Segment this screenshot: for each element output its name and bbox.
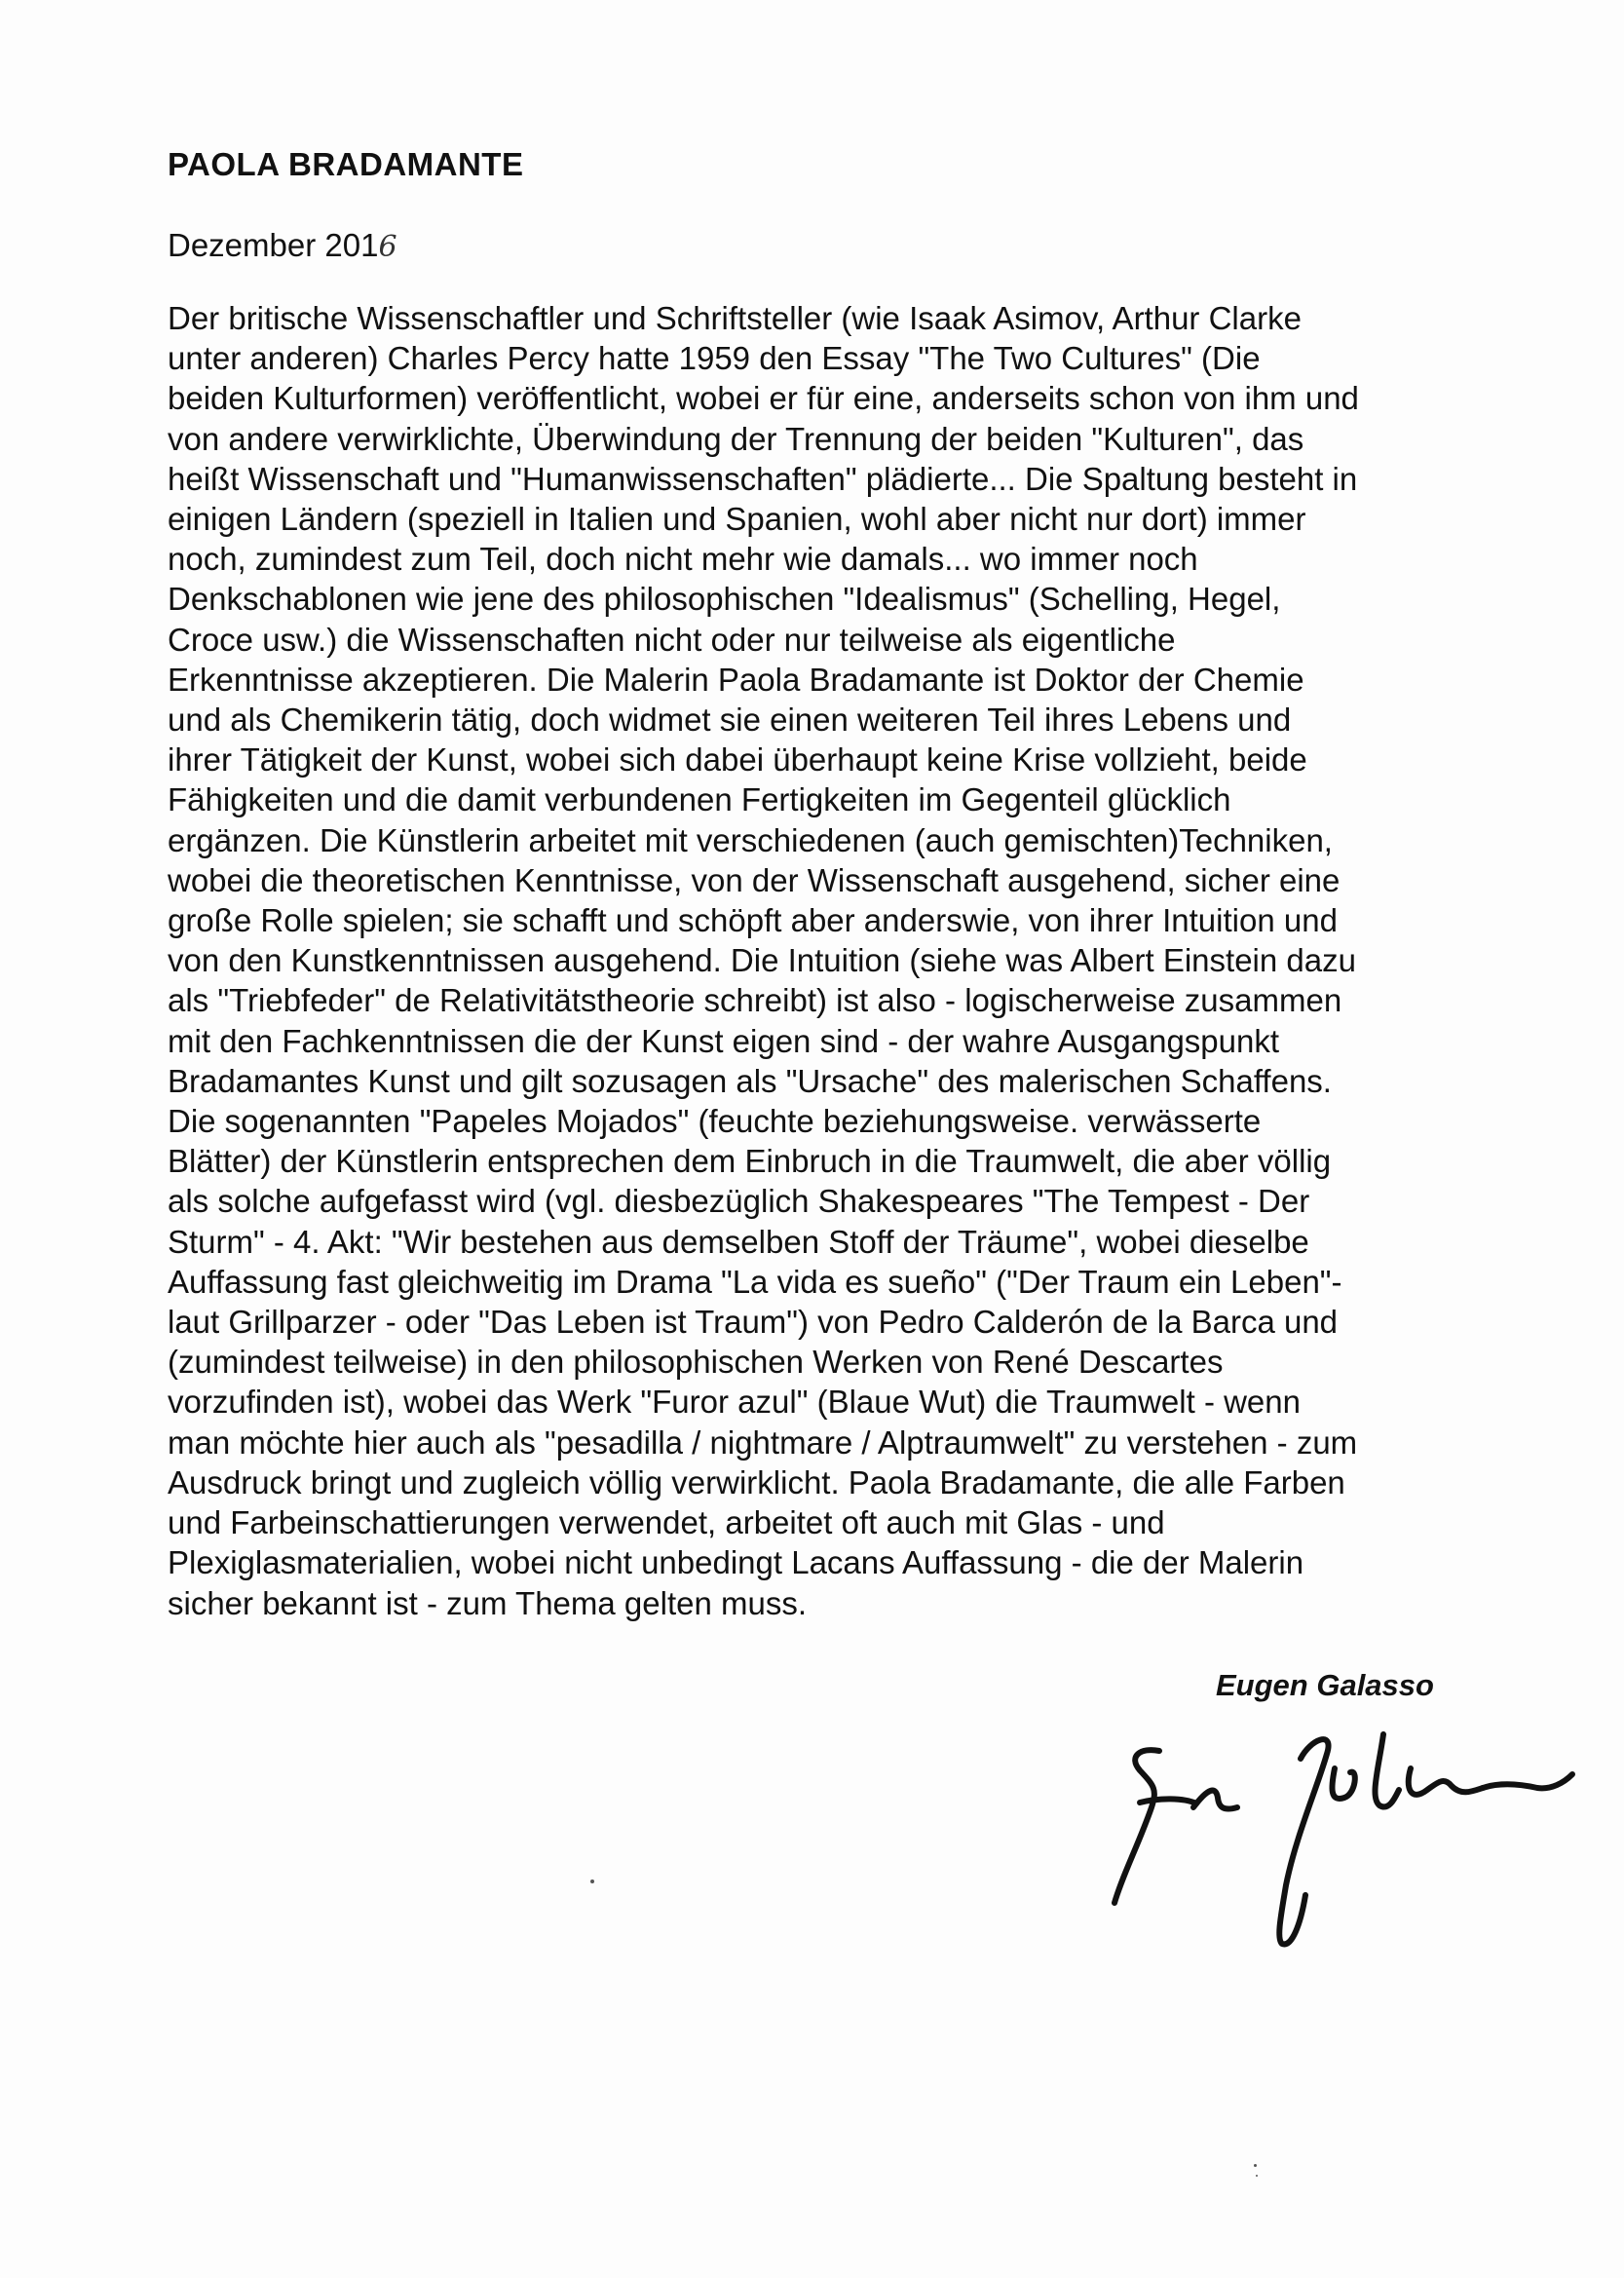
date-printed: Dezember 201 xyxy=(168,227,379,263)
body-line: als solche aufgefasst wird (vgl. diesbezüglich Shakespeares "The Tempest - Der xyxy=(168,1183,1310,1220)
body-line: Erkenntnisse akzeptieren. Die Malerin Paola Bradamante ist Doktor der Chemie xyxy=(168,661,1304,698)
body-line: man möchte hier auch als "pesadilla / nightmare / Alptraumwelt" zu verstehen - zum xyxy=(168,1424,1358,1461)
body-line: heißt Wissenschaft und "Humanwissenschaften" plädierte... Die Spaltung besteht in xyxy=(168,460,1358,497)
body-line: beiden Kulturformen) veröffentlicht, wobei er für eine, anderseits schon von ihm und xyxy=(168,380,1359,417)
body-line: und Farbeinschattierungen verwendet, arbeitet oft auch mit Glas - und xyxy=(168,1504,1165,1541)
paper-speck xyxy=(1256,2175,1258,2177)
body-line: ergänzen. Die Künstlerin arbeitet mit verschiedenen (auch gemischten)Techniken, xyxy=(168,821,1333,858)
body-line: große Rolle spielen; sie schafft und schöpft aber anderswie, von ihrer Intuition und xyxy=(168,902,1338,939)
body-line: Auffassung fast gleichweitig im Drama "La vida es sueño" ("Der Traum ein Leben"- xyxy=(168,1263,1342,1300)
body-line: sicher bekannt ist - zum Thema gelten muss. xyxy=(168,1584,808,1621)
body-line: (zumindest teilweise) in den philosophischen Werken von René Descartes xyxy=(168,1344,1224,1381)
body-line: Plexiglasmaterialien, wobei nicht unbedingt Lacans Auffassung - die der Malerin xyxy=(168,1544,1304,1581)
date-handwritten-digit: 6 xyxy=(378,230,397,264)
body-line: Fähigkeiten und die damit verbundenen Fertigkeiten im Gegenteil glücklich xyxy=(168,781,1231,818)
document-heading: PAOLA BRADAMANTE xyxy=(168,146,524,182)
body-line: unter anderen) Charles Percy hatte 1959 den Essay "The Two Cultures" (Die xyxy=(168,340,1261,377)
author-name: Eugen Galasso xyxy=(1216,1668,1434,1702)
body-line: laut Grillparzer - oder "Das Leben ist Traum") von Pedro Calderón de la Barca und xyxy=(168,1304,1339,1341)
body-line: Denkschablonen wie jene des philosophischen "Idealismus" (Schelling, Hegel, xyxy=(168,581,1281,618)
body-line: Der britische Wissenschaftler und Schriftsteller (wie Isaak Asimov, Arthur Clarke xyxy=(168,300,1302,336)
body-line: wobei die theoretischen Kenntnisse, von der Wissenschaft ausgehend, sicher eine xyxy=(168,861,1341,898)
body-line: noch, zumindest zum Teil, doch nicht mehr wie damals... wo immer noch xyxy=(168,541,1198,578)
body-line: Ausdruck bringt und zugleich völlig verwirklicht. Paola Bradamante, die alle Farben xyxy=(168,1463,1345,1500)
handwritten-signature-icon xyxy=(1101,1729,1588,1954)
body-paragraph xyxy=(168,298,1492,1623)
body-line: Blätter) der Künstlerin entsprechen dem Einbruch in die Traumwelt, die aber völlig xyxy=(168,1143,1332,1180)
body-line: Sturm" - 4. Akt: "Wir bestehen aus demselben Stoff der Träume", wobei dieselbe xyxy=(168,1223,1309,1260)
body-line: Bradamantes Kunst und gilt sozusagen als "Ursache" des malerischen Schaffens. xyxy=(168,1062,1332,1099)
body-line: ihrer Tätigkeit der Kunst, wobei sich dabei überhaupt keine Krise vollzieht, beide xyxy=(168,741,1307,778)
paper-speck xyxy=(1254,2164,1257,2167)
body-line: mit den Fachkenntnissen die der Kunst eigen sind - der wahre Ausgangspunkt xyxy=(168,1022,1280,1059)
body-line: Die sogenannten "Papeles Mojados" (feuchte beziehungsweise. verwässerte xyxy=(168,1103,1262,1140)
body-line: einigen Ländern (speziell in Italien und Spanien, wohl aber nicht nur dort) immer xyxy=(168,501,1306,538)
body-line: vorzufinden ist), wobei das Werk "Furor azul" (Blaue Wut) die Traumwelt - wenn xyxy=(168,1384,1301,1421)
body-line: von den Kunstkenntnissen ausgehend. Die Intuition (siehe was Albert Einstein dazu xyxy=(168,942,1356,979)
paper-speck xyxy=(590,1879,594,1883)
body-line: als "Triebfeder" de Relativitätstheorie schreibt) ist also - logischerweise zusammen xyxy=(168,982,1342,1019)
document-date xyxy=(168,227,397,264)
body-line: von andere verwirklichte, Überwindung der Trennung der beiden "Kulturen", das xyxy=(168,420,1304,457)
body-line: Croce usw.) die Wissenschaften nicht oder nur teilweise als eigentliche xyxy=(168,621,1176,658)
body-line: und als Chemikerin tätig, doch widmet sie einen weiteren Teil ihres Lebens und xyxy=(168,702,1292,739)
